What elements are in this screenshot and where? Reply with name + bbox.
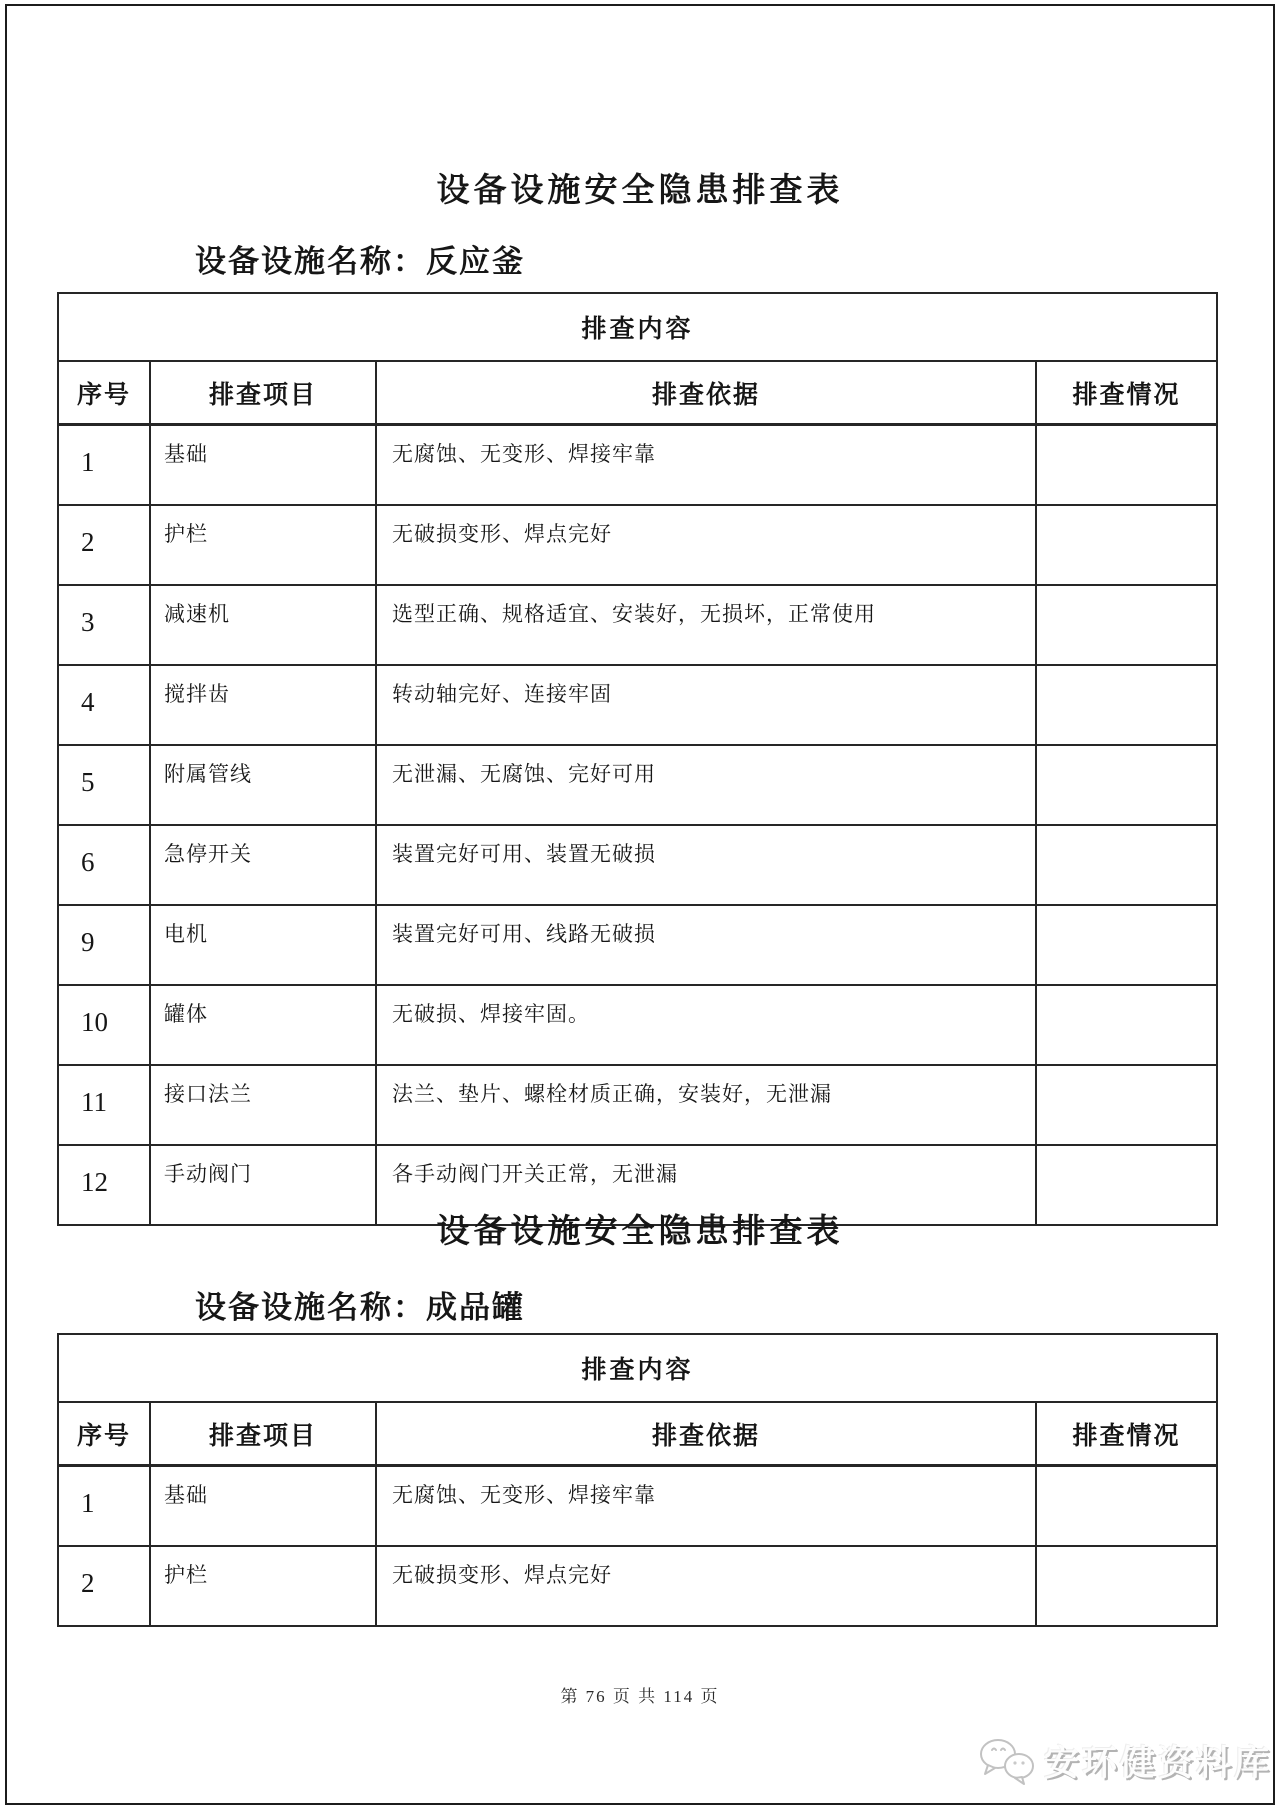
basis-cell: 法兰、垫片、螺栓材质正确，安装好，无泄漏 xyxy=(376,1065,1036,1145)
table-row xyxy=(58,665,1217,745)
item-cell: 护栏 xyxy=(150,505,376,585)
device-name-line-2 xyxy=(195,1282,525,1327)
inspection-table-2 xyxy=(57,1333,1218,1627)
item-cell: 接口法兰 xyxy=(150,1065,376,1145)
device-name-label-2: 设备设施名称： xyxy=(195,1290,426,1325)
status-cell xyxy=(1036,505,1217,585)
column-header-no: 序号 xyxy=(58,1402,150,1466)
column-header-status: 排查情况 xyxy=(1036,361,1217,425)
section-header-row xyxy=(58,293,1217,361)
column-header-basis: 排查依据 xyxy=(376,361,1036,425)
no-cell: 12 xyxy=(58,1145,150,1225)
column-header-basis: 排查依据 xyxy=(376,1402,1036,1466)
device-name-value-2: 成品罐 xyxy=(426,1290,525,1325)
status-cell xyxy=(1036,585,1217,665)
section-header-cell: 排查内容 xyxy=(58,1334,1217,1402)
page-number-footer: 第 76 页 共 114 页 xyxy=(560,1687,720,1706)
watermark xyxy=(978,1738,1273,1790)
basis-cell: 无破损、焊接牢固。 xyxy=(376,985,1036,1065)
column-header-item: 排查项目 xyxy=(150,1402,376,1466)
basis-cell: 装置完好可用、线路无破损 xyxy=(376,905,1036,985)
column-header-row xyxy=(58,361,1217,425)
item-cell: 减速机 xyxy=(150,585,376,665)
no-cell: 6 xyxy=(58,825,150,905)
watermark-text: 安环健资料库 xyxy=(1044,1744,1273,1783)
basis-cell: 各手动阀门开关正常，无泄漏 xyxy=(376,1145,1036,1225)
no-cell: 3 xyxy=(58,585,150,665)
status-cell xyxy=(1036,1466,1217,1547)
item-cell: 护栏 xyxy=(150,1546,376,1626)
no-cell: 1 xyxy=(58,1466,150,1547)
item-cell: 基础 xyxy=(150,1466,376,1547)
table-row xyxy=(58,1546,1217,1626)
table-row xyxy=(58,505,1217,585)
table-row xyxy=(58,1065,1217,1145)
chat-bubbles-icon xyxy=(978,1738,1040,1786)
basis-cell: 选型正确、规格适宜、安装好，无损坏，正常使用 xyxy=(376,585,1036,665)
status-cell xyxy=(1036,665,1217,745)
basis-cell: 无腐蚀、无变形、焊接牢靠 xyxy=(376,425,1036,506)
status-cell xyxy=(1036,425,1217,506)
table-row xyxy=(58,825,1217,905)
status-cell xyxy=(1036,985,1217,1065)
column-header-row xyxy=(58,1402,1217,1466)
item-cell: 基础 xyxy=(150,425,376,506)
item-cell: 罐体 xyxy=(150,985,376,1065)
column-header-item: 排查项目 xyxy=(150,361,376,425)
device-name-value-1: 反应釜 xyxy=(426,244,525,279)
table-row xyxy=(58,745,1217,825)
no-cell: 2 xyxy=(58,1546,150,1626)
status-cell xyxy=(1036,1546,1217,1626)
section-header-row xyxy=(58,1334,1217,1402)
device-name-line-1 xyxy=(195,236,525,281)
column-header-no: 序号 xyxy=(58,361,150,425)
table-row xyxy=(58,905,1217,985)
table-row xyxy=(58,1466,1217,1547)
no-cell: 4 xyxy=(58,665,150,745)
status-cell xyxy=(1036,825,1217,905)
section-header-cell: 排查内容 xyxy=(58,293,1217,361)
basis-cell: 装置完好可用、装置无破损 xyxy=(376,825,1036,905)
no-cell: 9 xyxy=(58,905,150,985)
status-cell xyxy=(1036,905,1217,985)
document-title-2: 设备设施安全隐患排查表 xyxy=(436,1214,844,1250)
basis-cell: 无腐蚀、无变形、焊接牢靠 xyxy=(376,1466,1036,1547)
item-cell: 手动阀门 xyxy=(150,1145,376,1225)
inspection-table-1 xyxy=(57,292,1218,1226)
no-cell: 5 xyxy=(58,745,150,825)
no-cell: 11 xyxy=(58,1065,150,1145)
basis-cell: 无泄漏、无腐蚀、完好可用 xyxy=(376,745,1036,825)
status-cell xyxy=(1036,1065,1217,1145)
item-cell: 附属管线 xyxy=(150,745,376,825)
item-cell: 搅拌齿 xyxy=(150,665,376,745)
no-cell: 2 xyxy=(58,505,150,585)
no-cell: 1 xyxy=(58,425,150,506)
item-cell: 电机 xyxy=(150,905,376,985)
basis-cell: 转动轴完好、连接牢固 xyxy=(376,665,1036,745)
column-header-status: 排查情况 xyxy=(1036,1402,1217,1466)
item-cell: 急停开关 xyxy=(150,825,376,905)
basis-cell: 无破损变形、焊点完好 xyxy=(376,505,1036,585)
document-title-1: 设备设施安全隐患排查表 xyxy=(436,173,844,209)
table-row xyxy=(58,985,1217,1065)
table-row xyxy=(58,425,1217,506)
device-name-label-1: 设备设施名称： xyxy=(195,244,426,279)
table-row xyxy=(58,585,1217,665)
no-cell: 10 xyxy=(58,985,150,1065)
basis-cell: 无破损变形、焊点完好 xyxy=(376,1546,1036,1626)
status-cell xyxy=(1036,745,1217,825)
